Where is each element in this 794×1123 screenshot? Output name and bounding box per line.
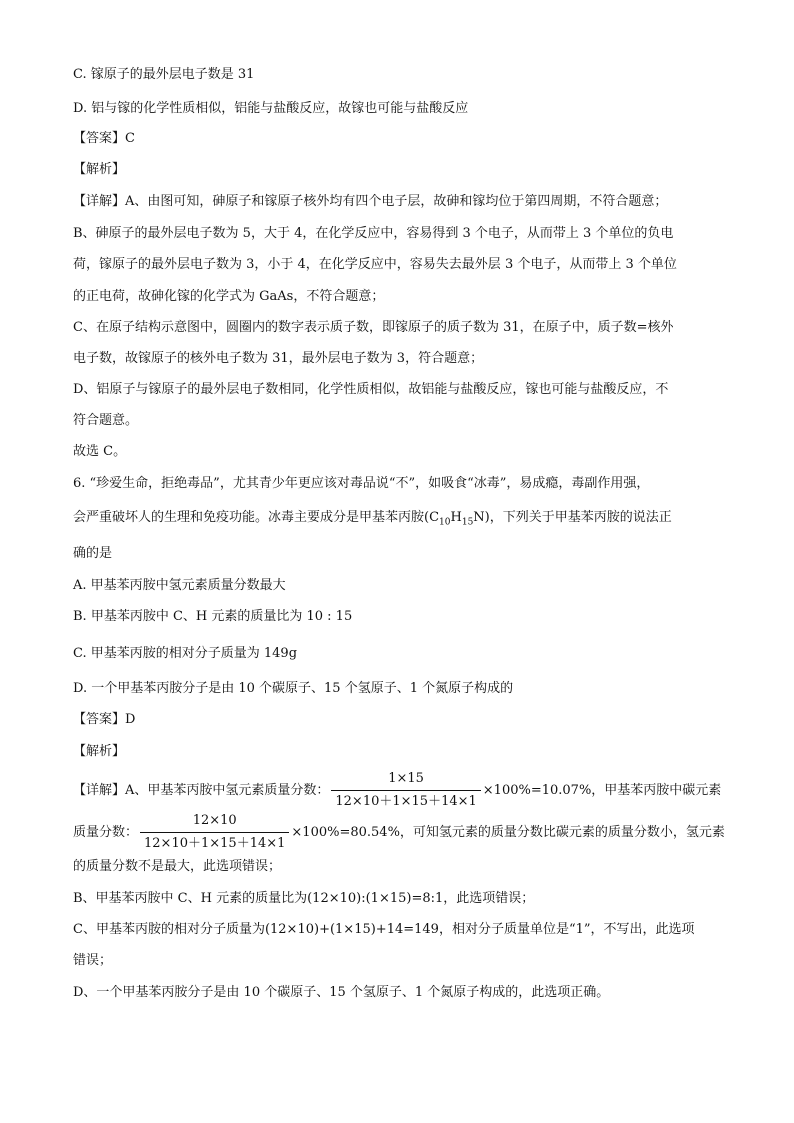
q6-option-b: B. 甲基苯丙胺中 C、H 元素的质量比为 10 : 15 <box>73 609 353 624</box>
fraction-carbon-denominator: 12×10＋1×15＋14×1 <box>140 832 289 853</box>
question-6-line3: 确的是 <box>73 546 113 561</box>
detail-line-d1: D、铝原子与镓原子的最外层电子数相同，化学性质相似，故铝能与盐酸反应，镓也可能与盐酸反应，不 <box>73 382 669 397</box>
detail-line-d2: 符合题意。 <box>73 413 139 428</box>
detail-line-b3: 的正电荷，故砷化镓的化学式为 GaAs，不符合题意； <box>73 289 385 304</box>
analysis-label: 【解析】 <box>73 162 126 177</box>
question-6-text-a: 会严重破坏人的生理和免疫功能。冰毒主要成分是甲基苯丙胺 <box>73 510 425 525</box>
q6-detail-a2-prefix: 质量分数： <box>73 825 139 840</box>
option-d-line: D. 铝与镓的化学性质相似，铝能与盐酸反应，故镓也可能与盐酸反应 <box>73 101 469 116</box>
q6-detail-a1-suffix: ×100%=10.07%，甲基苯丙胺中碳元素 <box>482 783 722 798</box>
question-6-line1: 6. “珍爱生命，拒绝毒品”，尤其青少年更应该对毒品说“不”，如吸食“冰毒”，易成瘾，毒副作用强， <box>73 476 650 491</box>
question-6-line2 <box>73 509 672 532</box>
detail-line-c1: C、在原子结构示意图中，圆圈内的数字表示质子数，即镓原子的质子数为 31，在原子中，质子数=核外 <box>73 320 674 335</box>
q6-option-a: A. 甲基苯丙胺中氢元素质量分数最大 <box>73 578 286 593</box>
q6-detail-line-c1: C、甲基苯丙胺的相对分子质量为(12×10)+(1×15)+14=149，相对分子质量单位是“1”，不写出，此选项 <box>73 922 695 937</box>
detail-line-b2: 荷，镓原子的最外层电子数为 3，小于 4，在化学反应中，容易失去最外层 3 个电子，从而带上 3 个单位 <box>73 257 677 272</box>
q6-option-d: D. 一个甲基苯丙胺分子是由 10 个碳原子、15 个氢原子、1 个氮原子构成的 <box>73 681 514 696</box>
fraction-hydrogen-numerator: 1×15 <box>388 771 424 786</box>
fraction-carbon <box>140 812 289 853</box>
fraction-hydrogen <box>331 770 480 811</box>
q6-detail-line-c2: 错误； <box>73 953 113 968</box>
q6-option-c: C. 甲基苯丙胺的相对分子质量为 149g <box>73 646 298 661</box>
fraction-hydrogen-denominator: 12×10＋1×15＋14×1 <box>331 790 480 811</box>
q6-detail-line-d: D、一个甲基苯丙胺分子是由 10 个碳原子、15 个氢原子、1 个氮原子构成的，此选项正确。 <box>73 985 610 1000</box>
fraction-carbon-numerator: 12×10 <box>192 813 237 828</box>
q6-detail-a2-suffix: ×100%=80.54%，可知氢元素的质量分数比碳元素的质量分数小，氢元素 <box>291 825 725 840</box>
q6-detail-line-a3: 的质量分数不是最大，此选项错误； <box>73 859 282 874</box>
q6-detail-line-a2 <box>73 812 725 853</box>
q6-analysis-label: 【解析】 <box>73 744 126 759</box>
answer-label: 【答案】C <box>73 131 135 146</box>
formula-sub-10: 10 <box>439 517 451 528</box>
formula-sub-15: 15 <box>461 517 474 528</box>
q6-detail-a1-prefix: 【详解】A、甲基苯丙胺中氢元素质量分数： <box>73 783 330 798</box>
q6-answer-label: 【答案】D <box>73 712 136 727</box>
option-c-line: C. 镓原子的最外层电子数是 31 <box>73 67 255 82</box>
formula-part-h: H <box>450 510 462 525</box>
formula-part-c: (C <box>424 510 440 525</box>
formula-part-n: N) <box>473 510 490 525</box>
formula-c10h15n <box>424 510 490 528</box>
choose-line: 故选 C。 <box>73 444 127 459</box>
detail-line-b1: B、砷原子的最外层电子数为 5，大于 4，在化学反应中，容易得到 3 个电子，从而带上 3 个单位的负电 <box>73 226 674 241</box>
q6-detail-line-a1 <box>73 770 721 811</box>
detail-line-c2: 电子数，故镓原子的核外电子数为 31，最外层电子数为 3，符合题意； <box>73 351 484 366</box>
q6-detail-line-b: B、甲基苯丙胺中 C、H 元素的质量比为(12×10):(1×15)=8:1，此选项错误； <box>73 891 535 906</box>
detail-line-a: 【详解】A、由图可知，砷原子和镓原子核外均有四个电子层，故砷和镓均位于第四周期，不符合题意； <box>73 194 668 209</box>
question-6-text-b: ，下列关于甲基苯丙胺的说法正 <box>489 510 672 525</box>
